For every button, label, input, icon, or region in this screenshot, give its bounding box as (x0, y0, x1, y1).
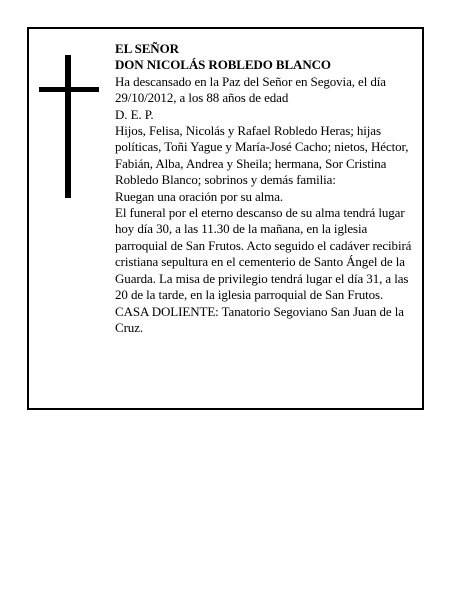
deceased-name: DON NICOLÁS ROBLEDO BLANCO (115, 57, 331, 73)
cross-icon (39, 55, 99, 198)
cross-vertical-bar (65, 55, 71, 198)
prayer-request: Ruegan una oración por su alma. (115, 188, 284, 204)
family-list: Hijos, Felisa, Nicolás y Rafael Robledo Heras; hijas políticas, Toñi Yague y María-José Cacho; nietos, Héctor, Fabián, Alba, Andrea y Sheila; hermana, Sor Cristina Robledo Blanco; sobrinos y demás familia: (115, 123, 409, 188)
title-line-1: EL SEÑOR (115, 41, 179, 56)
funeral-info: El funeral por el eterno descanso de su alma tendrá lugar hoy día 30, a las 11.30 de la mañana, en la iglesia parroquial de San Frutos. Acto seguido el cadáver recibirá cristiana sepultura en el cementerio de Santo Ángel de la Guarda. La misa de privilegio tendrá lugar el día 31, a las 20 de la tarde, en la iglesia parroquial de San Frutos. (115, 205, 412, 303)
rip-text: D. E. P. (115, 106, 154, 122)
obituary-notice (27, 27, 424, 410)
funeral-home: CASA DOLIENTE: Tanatorio Segoviano San Juan de la Cruz. (115, 303, 404, 335)
notice-text-block (115, 41, 421, 336)
cross-horizontal-bar (39, 87, 99, 92)
death-statement: Ha descansado en la Paz del Señor en Segovia, el día 29/10/2012, a los 88 años de edad (115, 73, 386, 106)
